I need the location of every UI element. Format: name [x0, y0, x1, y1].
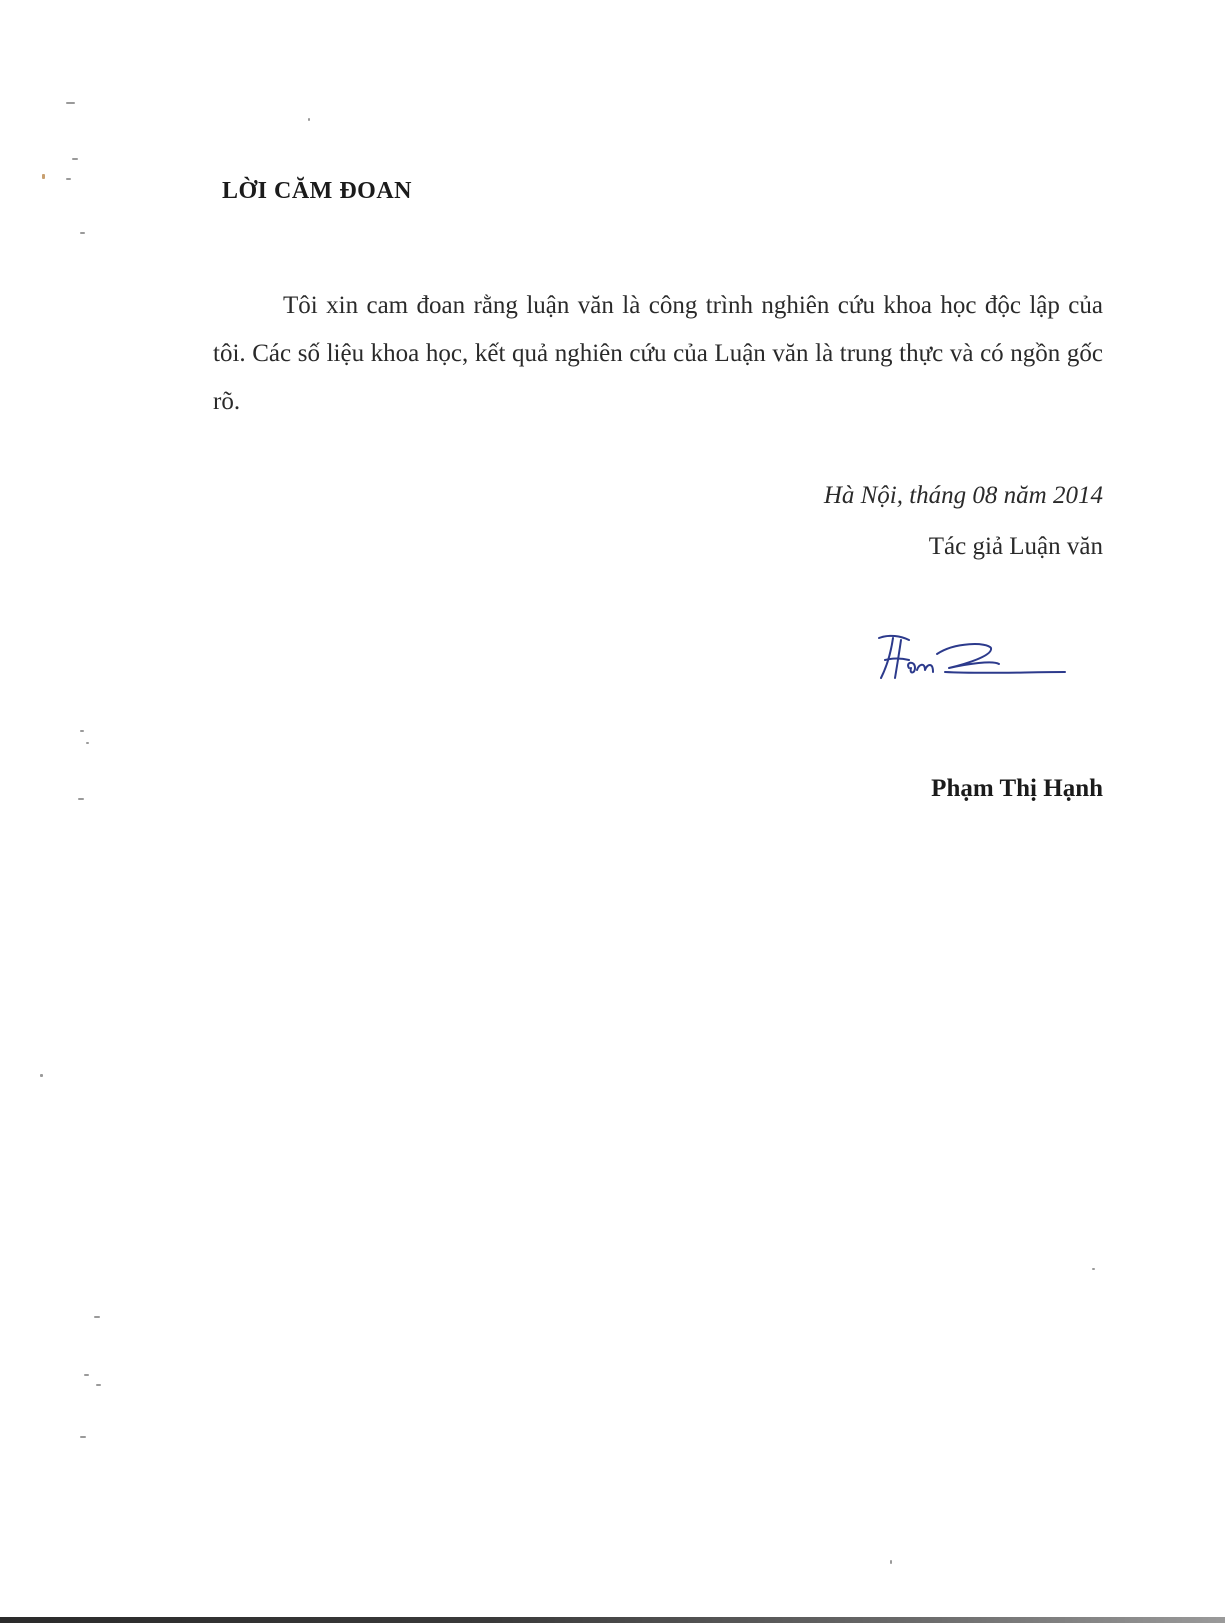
- scan-speck: [84, 1374, 89, 1376]
- page-title: LỜI CĂM ĐOAN: [222, 178, 412, 204]
- scan-speck: [96, 1384, 101, 1386]
- scan-speck: [80, 730, 84, 732]
- scan-speck: [66, 178, 71, 180]
- scan-speck: [308, 118, 310, 121]
- declaration-paragraph: Tôi xin cam đoan rằng luận văn là công trình nghiên cứu khoa học độc lập của tôi. Các số liệu khoa học, kết quả nghiên cứu của Luận văn là trung thực và có ngồn gốc rõ.: [213, 292, 1103, 415]
- scan-speck: [94, 1316, 100, 1318]
- scan-speck: [72, 158, 78, 160]
- scan-speck: [80, 232, 85, 234]
- scan-speck: [40, 1074, 43, 1077]
- scan-speck: [66, 102, 75, 104]
- author-name: Phạm Thị Hạnh: [931, 775, 1103, 802]
- scan-speck: [42, 174, 45, 179]
- author-role-label: Tác giả Luận văn: [928, 533, 1103, 560]
- scan-bottom-edge: [0, 1617, 1225, 1623]
- scan-speck: [890, 1560, 892, 1564]
- handwritten-signature: [875, 628, 1075, 688]
- scan-speck: [86, 742, 89, 744]
- scan-speck: [1092, 1268, 1095, 1270]
- scan-speck: [78, 798, 84, 800]
- scan-speck: [80, 1436, 86, 1438]
- place-date-line: Hà Nội, tháng 08 năm 2014: [823, 482, 1103, 509]
